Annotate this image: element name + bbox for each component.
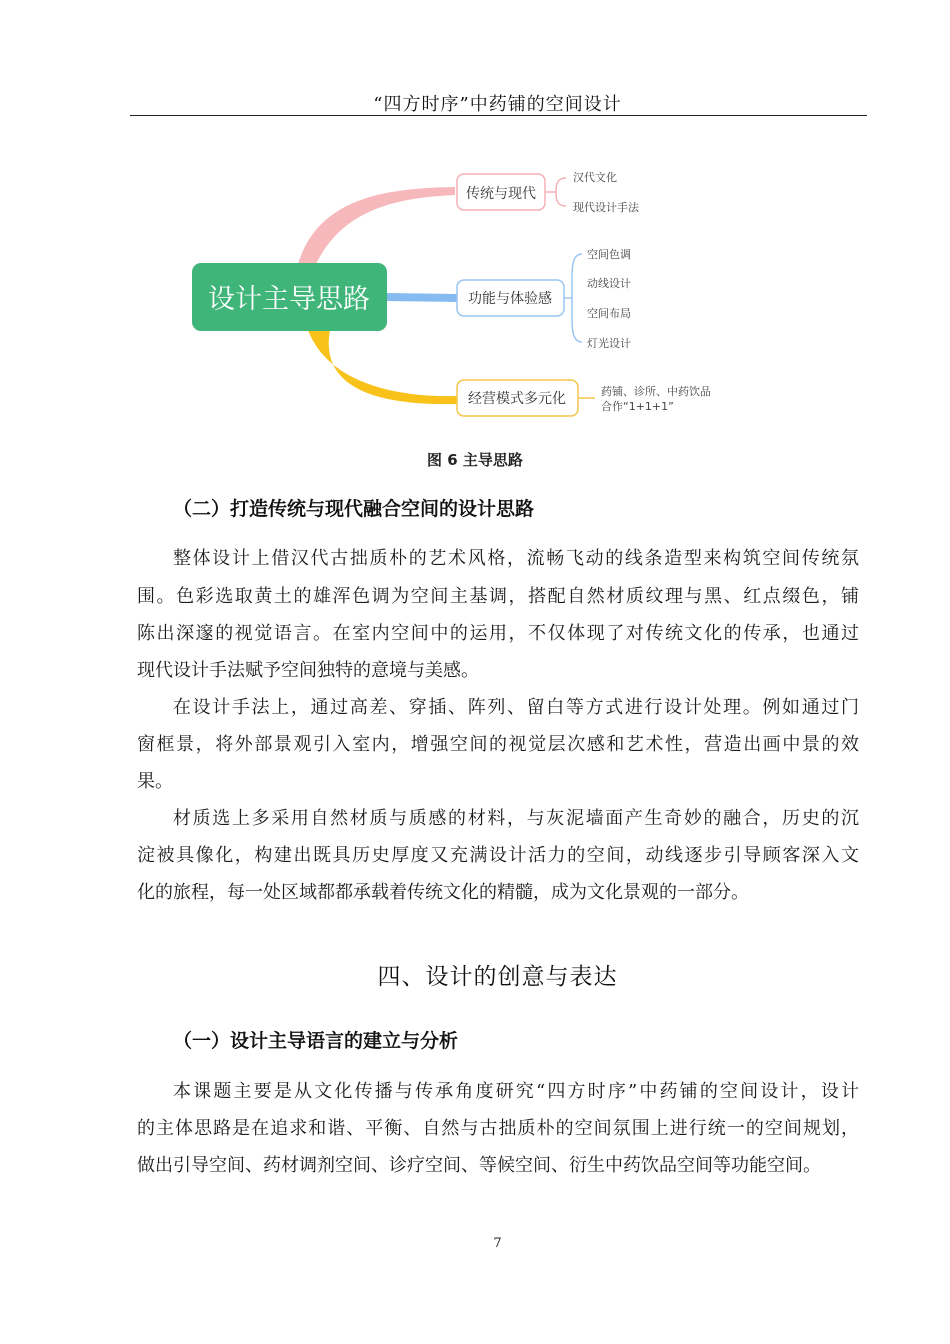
branch-label-business: 经营模式多元化 [468, 391, 566, 407]
paragraph-line: 窗框景，将外部景观引入室内，增强空间的视觉层次感和艺术性，营造出画中景的效 [137, 734, 859, 755]
section-1-heading: （一）设计主导语言的建立与分析 [173, 1030, 459, 1052]
leaf-space-color: 空间色调 [587, 248, 631, 261]
running-header: “四方时序”中药铺的空间设计 [373, 94, 622, 115]
page-number: 7 [493, 1236, 502, 1251]
paragraph-line: 围。色彩选取黄土的雄浑色调为空间主基调，搭配自然材质纹理与黑、红点缀色，铺 [137, 586, 859, 607]
leaf-circulation: 动线设计 [587, 277, 631, 290]
figure-caption: 图 6 主导思路 [427, 451, 523, 469]
branch-label-functional: 功能与体验感 [468, 291, 552, 307]
leaf-lighting: 灯光设计 [587, 337, 631, 350]
paragraph-line: 果。 [137, 771, 173, 792]
paragraph-line: 在设计手法上，通过高差、穿插、阵列、留白等方式进行设计处理。例如通过门 [173, 697, 859, 718]
paragraph-line: 现代设计手法赋予空间独特的意境与美感。 [137, 660, 479, 681]
leaf-modern-design: 现代设计手法 [573, 201, 639, 214]
leaf-cooperation: 合作“1+1+1” [601, 400, 674, 413]
paragraph-line: 陈出深邃的视觉语言。在室内空间中的运用，不仅体现了对传统文化的传承，也通过 [137, 623, 859, 644]
paragraph-line: 本课题主要是从文化传播与传承角度研究“四方时序”中药铺的空间设计，设计 [173, 1081, 859, 1102]
branch-label-traditional: 传统与现代 [466, 186, 536, 202]
paragraph-line: 的主体思路是在追求和谐、平衡、自然与古拙质朴的空间氛围上进行统一的空间规划， [137, 1118, 859, 1139]
leaf-business-types: 药铺、诊所、中药饮品 [601, 385, 711, 398]
paragraph-line: 做出引导空间、药材调剂空间、诊疗空间、等候空间、衍生中药饮品空间等功能空间。 [137, 1155, 821, 1176]
section-2-heading: （二）打造传统与现代融合空间的设计思路 [173, 498, 535, 520]
branch-connector-traditional [298, 187, 455, 264]
leaf-bracket-functional [572, 254, 582, 342]
central-topic-label: 设计主导思路 [208, 284, 370, 315]
paragraph-line: 整体设计上借汉代古拙质朴的艺术风格，流畅飞动的线条造型来构筑空间传统氛 [173, 548, 859, 569]
leaf-han-culture: 汉代文化 [573, 171, 617, 184]
branch-connector-functional [385, 293, 458, 302]
leaf-layout: 空间布局 [587, 307, 631, 320]
chapter-4-heading: 四、设计的创意与表达 [377, 964, 618, 990]
paragraph-line: 材质选上多采用自然材质与质感的材料，与灰泥墙面产生奇妙的融合，历史的沉 [173, 808, 859, 829]
branch-connector-business [308, 330, 457, 404]
leaf-bracket-traditional [556, 178, 566, 206]
paragraph-line: 化的旅程，每一处区域都都承载着传统文化的精髓，成为文化景观的一部分。 [137, 882, 749, 903]
paragraph-line: 淀被具像化，构建出既具历史厚度又充满设计活力的空间，动线逐步引导顾客深入文 [137, 845, 859, 866]
mind-map-figure [0, 0, 950, 440]
